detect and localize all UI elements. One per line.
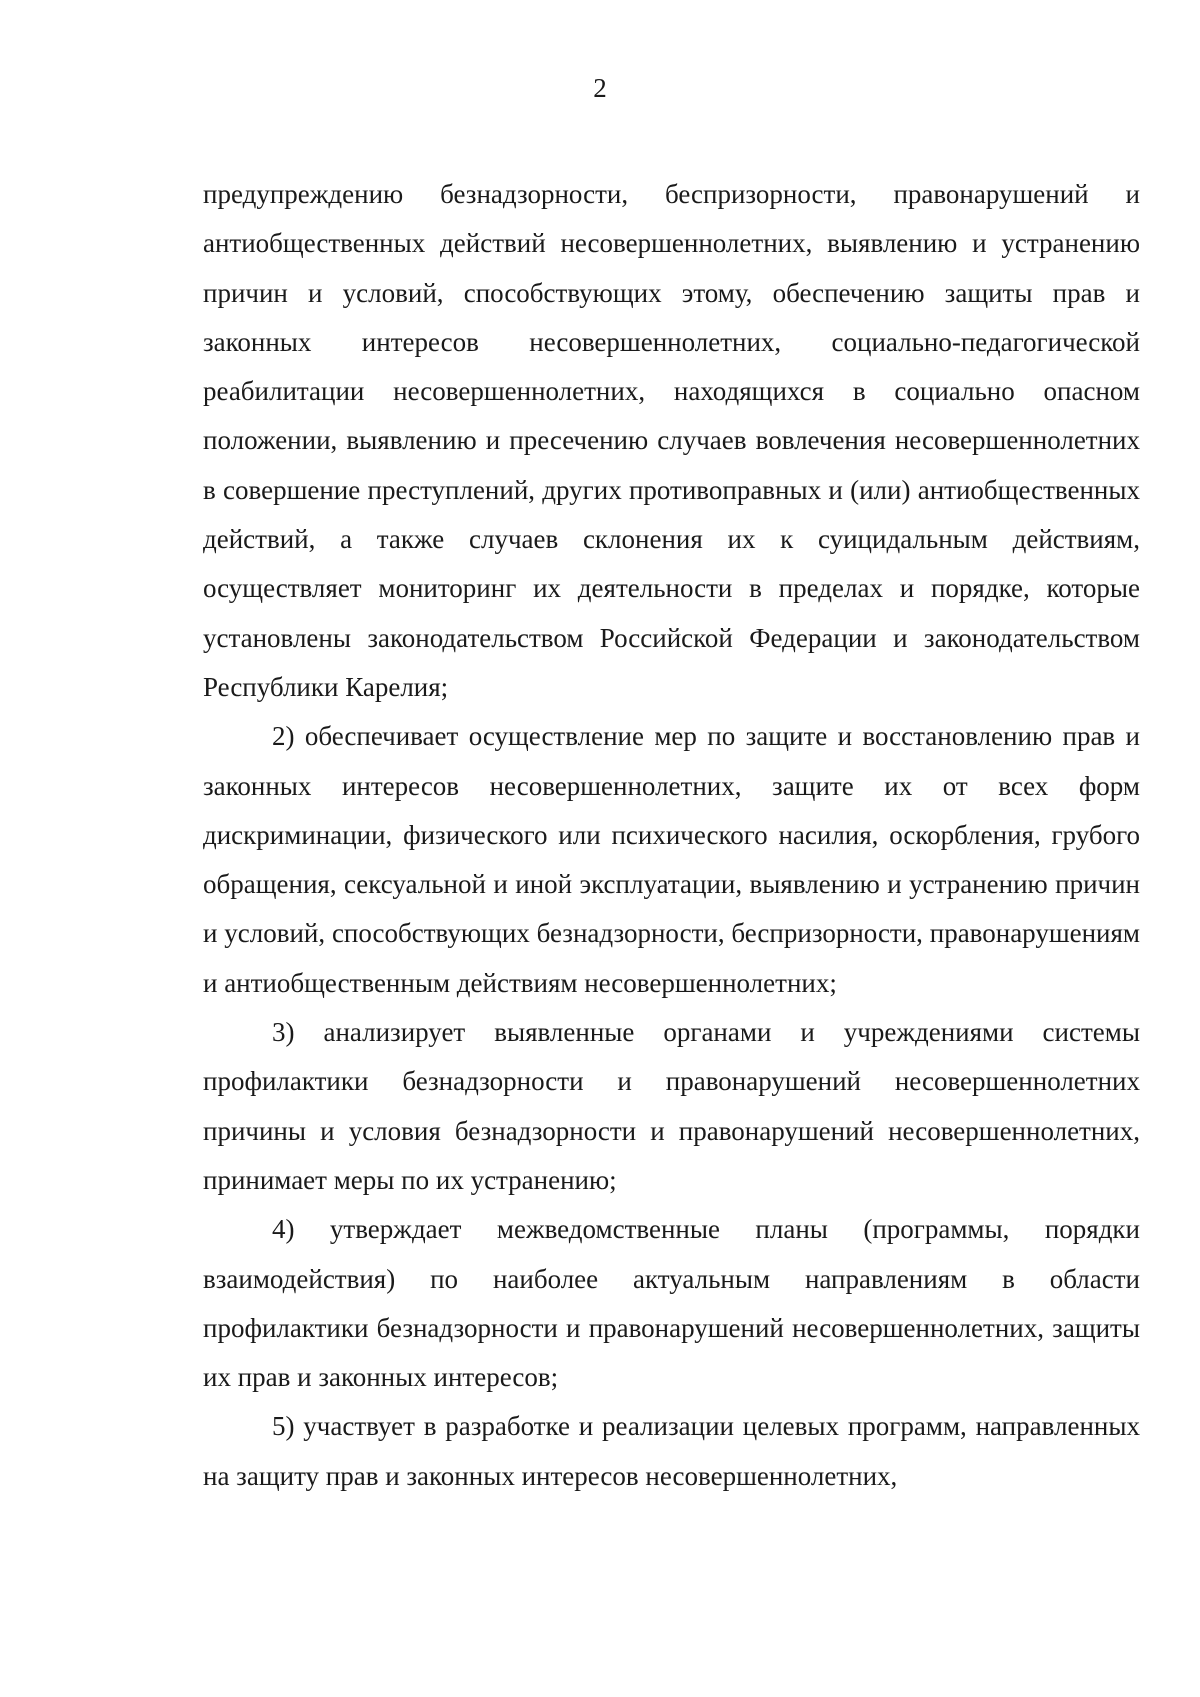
paragraph-item-5: 5) участвует в разработке и реализации целевых программ, направленных на защиту прав и законных интересов несовершеннолетних, (203, 1411, 1140, 1491)
paragraph-item-2: 2) обеспечивает осуществление мер по защите и восстановлению прав и законных интересов несовершеннолетних, защите их от всех форм дискриминации, физического или психического насилия, оскорбления, грубого обращения, сексуальной и иной эксплуатации, выявлению и устранению причин и условий, способствующих безнадзорности, беспризорности, правонарушениям и антиобщественным действиям несовершеннолетних; (203, 721, 1140, 998)
paragraph-item-4: 4) утверждает межведомственные планы (программы, порядки взаимодействия) по наиболее актуальным направлениям в области профилактики безнадзорности и правонарушений несовершеннолетних, защиты их прав и законных интересов; (203, 1214, 1140, 1393)
document-body (203, 170, 1140, 1501)
page-number: 2 (593, 73, 607, 103)
paragraph-item-3: 3) анализирует выявленные органами и учреждениями системы профилактики безнадзорности и правонарушений несовершеннолетних причины и условия безнадзорности и правонарушений несовершеннолетних, принимает меры по их устранению; (203, 1017, 1140, 1195)
paragraph-continuation-1: предупреждению безнадзорности, беспризорности, правонарушений и антиобщественных действий несовершеннолетних, выявлению и устранению причин и условий, способствующих этому, обеспечению защиты прав и законных интересов несовершеннолетних, социально-педагогической реабилитации несовершеннолетних, находящихся в социально опасном положении, выявлению и пресечению случаев вовлечения несовершеннолетних в совершение преступлений, других противоправных и (или) антиобщественных действий, а также случаев склонения их к суицидальным действиям, осуществляет мониторинг их деятельности в пределах и порядке, которые установлены законодательством Российской Федерации и законодательством Республики Карелия; (203, 179, 1140, 702)
